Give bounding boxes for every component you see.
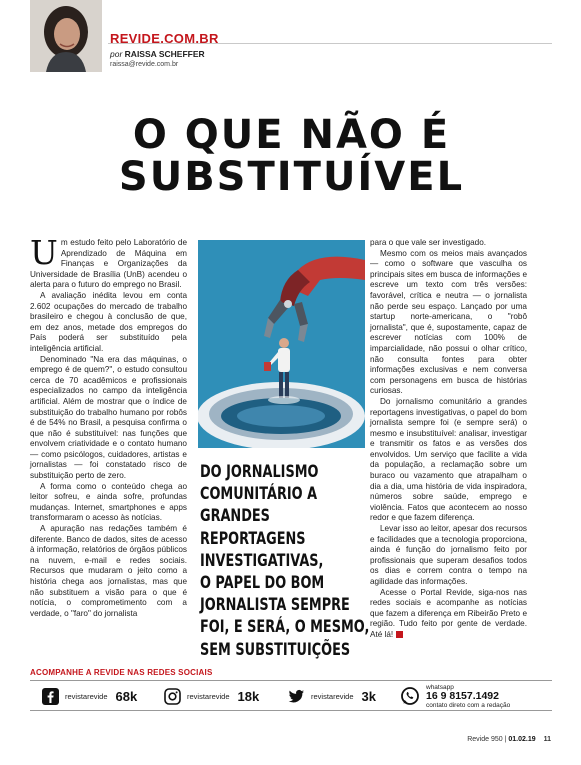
social-whatsapp[interactable] (400, 682, 510, 710)
article-paragraph: Levar isso ao leitor, apesar dos recursos e facilidades que a tecnologia proporciona, ainda é função do jornalismo feito por profissionais que superam desafios todos os dias e correm contra o tempo na agilidade das informações. (370, 524, 527, 586)
social-instagram[interactable] (164, 686, 259, 706)
facebook-handle: revistarevide (65, 691, 108, 701)
headline-line-2: SUBSTITUÍVEL (118, 154, 465, 200)
article-paragraph: Denominado "Na era das máquinas, o emprego é de quem?", o estudo consultou cerca de 70 acadêmicos e profissionais especializados no campo da inteligência artificial. Além de mostrar que o índice de substituição do trabalho humano por robôs é de 54% no Brasil, a pesquisa confirma o que não é substituível: nas funções que envolvem criatividade e o contato humano — como psicólogos, cuidadores, artistas e jornalistas — foi constatado risco de substituição perto de zero. (30, 354, 187, 481)
pull-quote-line: COMUNITÁRIO A (200, 484, 318, 504)
site-name: REVIDE.COM.BR (110, 31, 219, 46)
social-rule (30, 710, 552, 711)
byline-prefix: por (110, 49, 123, 59)
whatsapp-number: 16 9 8157.1492 (426, 689, 499, 702)
facebook-count: 68k (115, 688, 138, 704)
article-paragraph (370, 588, 527, 641)
instagram-icon (164, 688, 181, 705)
twitter-handle: revistarevide (311, 691, 354, 701)
headline (30, 114, 553, 198)
byline (110, 49, 205, 59)
article-paragraph: A forma como o conteúdo chega ao leitor sofreu, e ainda sofre, profundas mudanças. Internet, smartphones e apps transformaram o acesso às notícias. (30, 481, 187, 523)
drop-cap: U (30, 233, 58, 272)
article-paragraph: A apuração nas redações também é diferente. Banco de dados, sites de acesso à informação, relatórios de órgãos públicos na nuvem, e-mail e redes sociais. Recursos que mudaram o jeito como a história chega aos jornalistas, mas que não substituem a visão para o que é notícia, o comprometimento com a verdade, o "faro" do jornalista (30, 524, 187, 618)
instagram-handle: revistarevide (187, 691, 230, 701)
twitter-icon (288, 688, 305, 705)
page-number: 11 (543, 736, 551, 743)
paragraph-text: Acesse o Portal Revide, siga-nos nas redes sociais e acompanhe as notícias que fazem a diferença em Ribeirão Preto e região. Tudo feito por gente de verdade. Até lá! (370, 587, 527, 639)
whatsapp-note: contato direto com a redação (426, 701, 511, 709)
pull-quote-line: DO JORNALISMO (200, 462, 319, 481)
article-paragraph (30, 233, 187, 291)
whatsapp-label: whatsapp (426, 683, 454, 691)
instagram-count: 18k (237, 688, 260, 704)
paragraph-text: m estudo feito pelo Laboratório de Aprendizado de Máquina em Finanças e Organizações da Universidade de Brasília (UnB) acendeu o alerta para o futuro do emprego no Brasil. (30, 238, 187, 290)
pull-quote (200, 461, 372, 661)
headline-line-1: O QUE NÃO É (132, 112, 451, 158)
author-photo (30, 0, 102, 72)
pull-quote-line: FOI, E SERÁ, O MESMO, (200, 617, 370, 637)
article-paragraph: Do jornalismo comunitário a grandes reportagens investigativas, o papel do bom jornalista sempre foi (e sempre será) o mesmo e insubstituível: analisar, investigar e transmitir os fatos e as versões dos envolvidos. Um serviço que facilite a vida da população, a reclamação sobre um buraco ou vazamento que atrapalham o dia a dia, uma história de vida inspiradora, números sobre saúde, emprego e violência. Fatos que acontecem ao nosso redor e que fazem diferença. (370, 396, 527, 523)
pull-quote-line: JORNALISTA SEMPRE (200, 595, 350, 615)
robot-hand-illustration (198, 240, 365, 448)
edition-date: 01.02.19 (508, 736, 536, 743)
edition-label: Revide 950 (467, 736, 503, 743)
end-mark-icon (396, 631, 403, 638)
whatsapp-text (426, 683, 510, 710)
social-twitter[interactable] (288, 686, 376, 706)
pull-quote-line: INVESTIGATIVAS, (200, 550, 324, 570)
twitter-count: 3k (361, 688, 376, 704)
footer-separator: | (504, 736, 507, 743)
article-paragraph: Mesmo com os meios mais avançados — como o software que vasculha os principais sites em busca de informações e escreve um texto com três versões: favorável, crítica e neutra — o jornalista não perde seu espaço. Lançado por uma startup norte-americana, o "robô jornalista", que é, supostamente, capaz de escrever notícias com 100% de imparcialidade, não possui o olhar crítico, não consulta fontes para obter informações exclusivas e nem conversa com personagens em busca de histórias curiosas. (370, 248, 527, 396)
article-paragraph: para o que vale ser investigado. (370, 238, 487, 247)
article-column-left (30, 233, 187, 619)
article-column-right (370, 238, 527, 641)
author-name: RAISSA SCHEFFER (124, 49, 205, 59)
social-facebook[interactable] (42, 686, 137, 706)
pull-quote-line: O PAPEL DO BOM (200, 573, 325, 593)
pull-quote-line: SEM SUBSTITUIÇÕES (200, 639, 351, 659)
article-paragraph: A avaliação inédita levou em conta 2.602 ocupações do mercado de trabalho brasileiro e chegou à conclusão de que, em dez anos, metade dos empregos do País poderá ser substituído pela inteligência artificial. (30, 290, 187, 353)
page-footer (467, 736, 551, 743)
author-email: raissa@revide.com.br (110, 61, 179, 68)
social-rule (30, 680, 552, 681)
facebook-icon (42, 688, 59, 705)
pull-quote-line: GRANDES REPORTAGENS (200, 506, 306, 548)
whatsapp-icon (400, 686, 420, 706)
social-title: ACOMPANHE A REVIDE NAS REDES SOCIAIS (30, 668, 213, 677)
